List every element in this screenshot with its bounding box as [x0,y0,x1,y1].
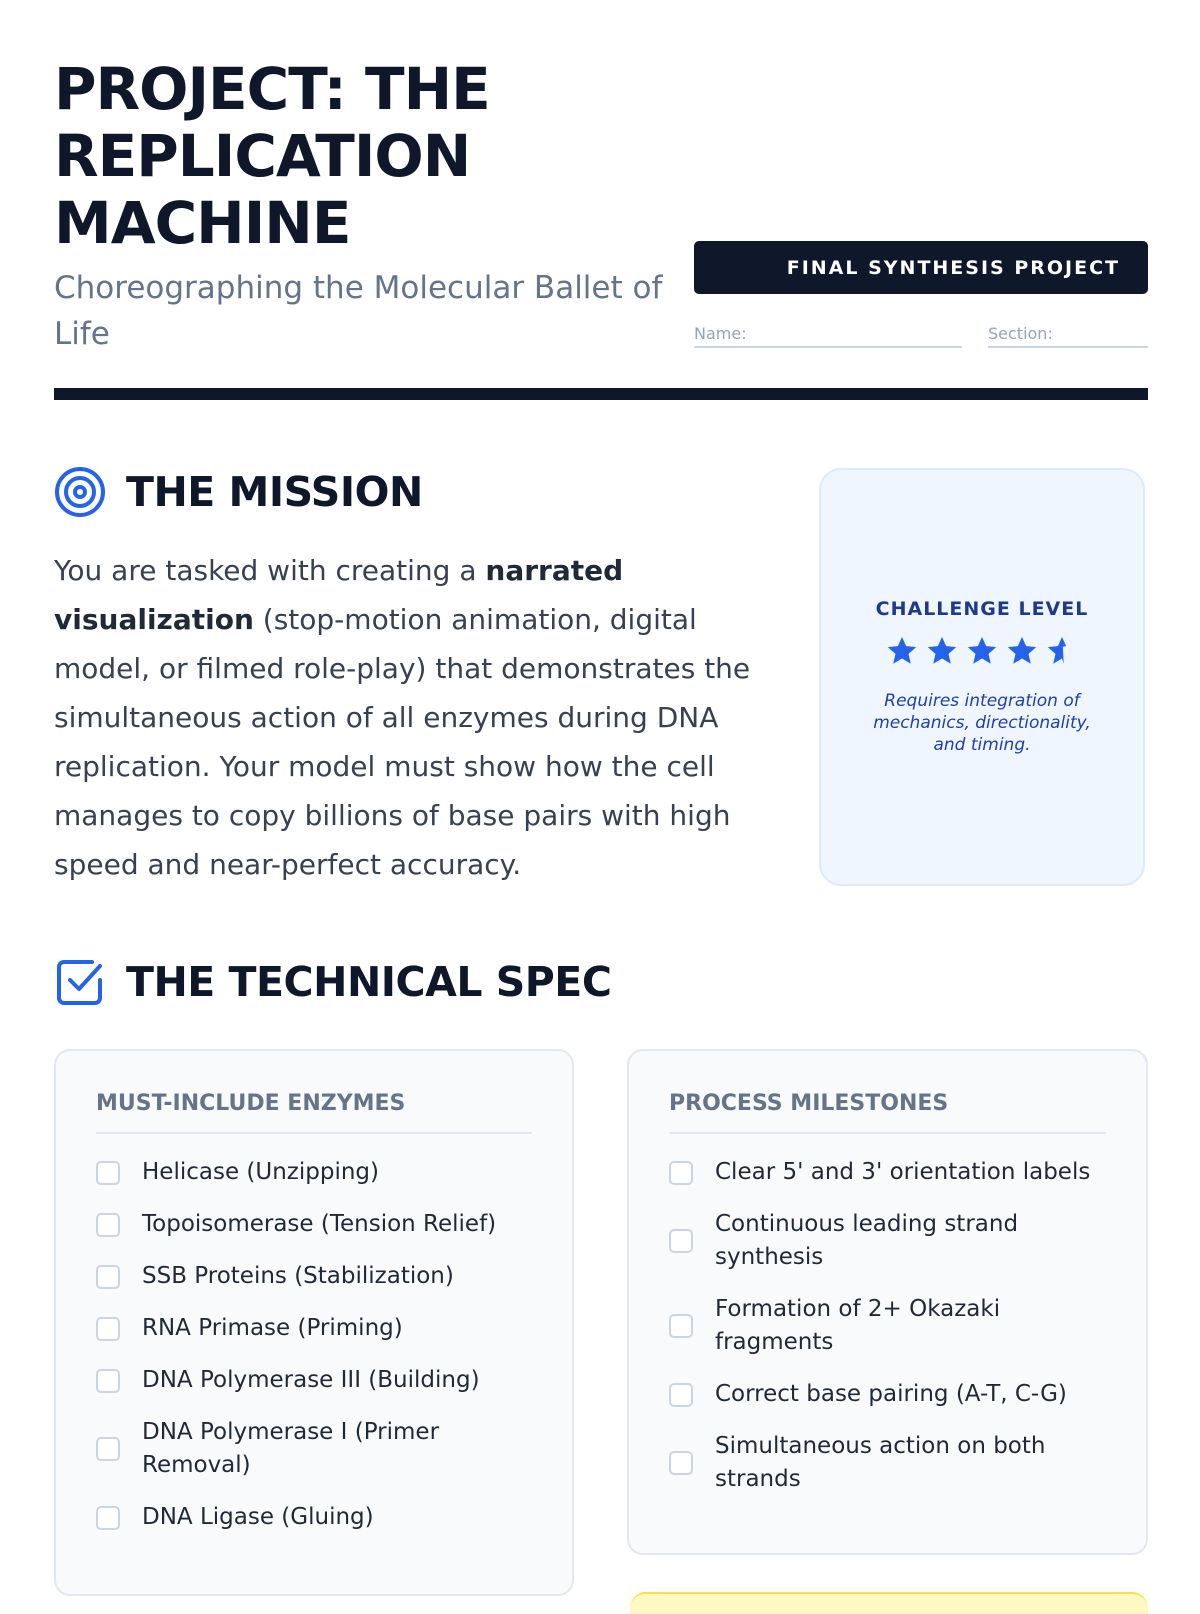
checklist-item[interactable] [96,1260,532,1293]
checklist-item-label: Correct base pairing (A-T, C-G) [715,1381,1067,1407]
checkbox[interactable] [96,1317,120,1341]
project-badge: FINAL SYNTHESIS PROJECT [694,241,1148,294]
challenge-label: CHALLENGE LEVEL [875,598,1089,620]
mission-text-end: (stop-motion animation, digital model, or filmed role-play) that demonstrates the simultaneous action of all enzymes during DNA replication. Your model must show how the cell manages to copy billions of base pairs with high speed and near-perfect accuracy. [54,603,751,881]
checklist-item[interactable] [669,1208,1106,1274]
checkbox[interactable] [669,1451,693,1475]
checklist-item-label: Topoisomerase (Tension Relief) [142,1211,497,1237]
checklist-item[interactable] [96,1156,532,1189]
page-header [54,56,1148,396]
spec-title: THE TECHNICAL SPEC [126,958,612,1006]
checkbox[interactable] [96,1213,120,1237]
checklist-item-label: RNA Primase (Priming) [142,1315,403,1341]
milestones-checklist [669,1156,1106,1496]
section-field[interactable] [988,324,1148,348]
mission-title: THE MISSION [126,468,423,516]
enzymes-card [54,1049,574,1596]
checkbox[interactable] [669,1229,693,1253]
checklist-item[interactable] [96,1364,532,1397]
checklist-item[interactable] [669,1378,1106,1411]
checklist-item-label: DNA Ligase (Gluing) [142,1504,374,1530]
checklist-item[interactable] [96,1312,532,1345]
half-star-icon [1045,634,1079,668]
milestones-card [627,1049,1148,1555]
mission-text-bold: narrated visualization [54,554,624,636]
checkbox[interactable] [96,1506,120,1530]
star-rating [885,634,1079,668]
star-icon [965,634,999,668]
checkbox[interactable] [669,1161,693,1185]
page-subtitle: Choreographing the Molecular Ballet of Life [54,270,663,352]
header-divider [54,388,1148,400]
checkbox[interactable] [96,1369,120,1393]
checkbox[interactable] [96,1437,120,1461]
name-field[interactable] [694,324,962,348]
title-block [54,56,694,357]
checklist-item[interactable] [96,1208,532,1241]
checkbox-icon [54,956,106,1008]
star-icon [1005,634,1039,668]
spec-heading [54,956,611,1008]
challenge-card [819,468,1145,886]
enzymes-checklist [96,1156,532,1534]
checklist-item-label: SSB Proteins (Stabilization) [142,1263,454,1289]
checklist-item[interactable] [96,1501,532,1534]
header-meta [694,241,1148,348]
name-label: Name: [694,324,747,343]
checklist-item[interactable] [669,1293,1106,1359]
next-card-edge [630,1592,1148,1614]
enzymes-title: MUST-INCLUDE ENZYMES [96,1091,532,1134]
star-icon [885,634,919,668]
milestones-title: PROCESS MILESTONES [669,1091,1106,1134]
checklist-item[interactable] [669,1430,1106,1496]
checklist-item-label: Continuous leading strand synthesis [715,1211,1019,1270]
checkbox[interactable] [669,1383,693,1407]
mission-text-start: You are tasked with creating a [54,554,486,587]
star-icon [925,634,959,668]
checklist-item-label: Clear 5' and 3' orientation labels [715,1159,1091,1185]
target-icon [54,466,106,518]
checkbox[interactable] [96,1161,120,1185]
checklist-item-label: Helicase (Unzipping) [142,1159,379,1185]
checklist-item-label: Formation of 2+ Okazaki fragments [715,1296,1001,1355]
checklist-item-label: DNA Polymerase I (Primer Removal) [142,1419,440,1478]
challenge-note: Requires integration of mechanics, directionality, and timing. [873,691,1091,755]
mission-heading [54,466,423,518]
section-label: Section: [988,324,1053,343]
checkbox[interactable] [96,1265,120,1289]
checklist-item[interactable] [96,1416,532,1482]
checkbox[interactable] [669,1314,693,1338]
student-fields [694,324,1148,348]
page-title: PROJECT: THE REPLICATION MACHINE [54,55,490,257]
checklist-item-label: Simultaneous action on both strands [715,1433,1046,1492]
mission-description [54,546,754,889]
checklist-item[interactable] [669,1156,1106,1189]
checklist-item-label: DNA Polymerase III (Building) [142,1367,480,1393]
